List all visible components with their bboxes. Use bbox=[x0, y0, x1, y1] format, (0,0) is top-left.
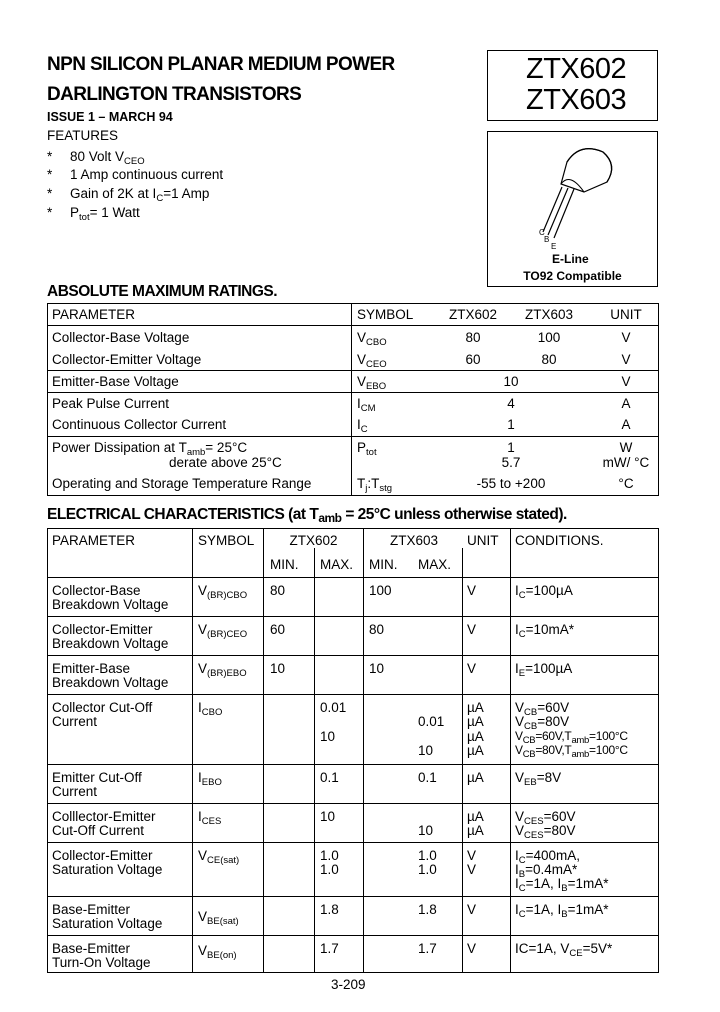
page-number: 3-209 bbox=[331, 977, 366, 992]
col-header-ztx602: ZTX602 bbox=[289, 533, 338, 548]
value: 0.01 bbox=[418, 714, 445, 729]
value: 10 bbox=[503, 374, 519, 389]
param-name-line-2: Current bbox=[52, 714, 98, 729]
condition: $V_{CB}=60V,T_{amb}=100^\circ C$ bbox=[515, 729, 628, 746]
symbol: $P_{tot}$ bbox=[357, 440, 377, 458]
feature-ptot: $P_{tot}= 1$ Watt bbox=[70, 205, 140, 223]
value: 1.7 bbox=[418, 941, 437, 956]
unit: V bbox=[621, 374, 631, 389]
param-name: Collector-Emitter bbox=[52, 622, 153, 637]
param-name: Collector Cut-Off bbox=[52, 700, 153, 715]
condition: $I_B=0.4mA*$ bbox=[515, 862, 578, 880]
param-name-line-2: Breakdown Voltage bbox=[52, 597, 169, 612]
param-name-line-2: derate above 25°C bbox=[169, 455, 282, 470]
value: 1.0 bbox=[320, 862, 339, 877]
symbol: $V_{BE(on)}$ bbox=[198, 943, 237, 961]
feature-current: 1 Amp continuous current bbox=[70, 167, 224, 182]
value: 5.7 bbox=[501, 455, 521, 470]
unit: µA bbox=[467, 823, 484, 838]
package-box bbox=[487, 131, 658, 287]
symbol: $V_{(BR)CEO}$ bbox=[198, 622, 248, 640]
value: 0.1 bbox=[320, 770, 339, 785]
unit: V bbox=[467, 661, 477, 676]
param-name: Base-Emitter bbox=[52, 902, 131, 917]
issue-label: ISSUE 1 – MARCH 94 bbox=[47, 110, 173, 124]
col-header-max: MAX. bbox=[320, 557, 354, 572]
param-name: Colllector-Emitter bbox=[52, 809, 156, 824]
condition: $V_{CES}=60V$ bbox=[515, 809, 576, 827]
param-name: Emitter Cut-Off bbox=[52, 770, 142, 785]
value: 0.1 bbox=[418, 770, 437, 785]
param-name: Operating and Storage Temperature Range bbox=[52, 476, 312, 491]
condition: $I_C=100\mu A$ bbox=[515, 583, 573, 601]
value: 4 bbox=[507, 396, 515, 411]
value: 10 bbox=[369, 661, 385, 676]
param-name: Collector-Emitter bbox=[52, 848, 153, 863]
package-name: E-Line bbox=[552, 252, 589, 266]
param-name: Collector-Emitter Voltage bbox=[52, 352, 202, 367]
col-header-unit: UNIT bbox=[610, 307, 642, 322]
symbol: $V_{CBO}$ bbox=[357, 330, 387, 348]
symbol: $I_C$ bbox=[357, 417, 368, 435]
elec-heading: ELECTRICAL CHARACTERISTICS (at $T_{amb} = 25^\circ C$ unless otherwise stated). bbox=[47, 506, 567, 525]
unit: mW/ °C bbox=[602, 455, 650, 470]
symbol: $V_{BE(sat)}$ bbox=[198, 909, 239, 927]
param-name-line-2: Saturation Voltage bbox=[52, 916, 163, 931]
col-header-ztx603: ZTX603 bbox=[524, 307, 574, 322]
part-number-box bbox=[487, 50, 658, 121]
col-header-parameter: PARAMETER bbox=[52, 307, 136, 322]
value: 60 bbox=[465, 352, 481, 367]
value: 10 bbox=[320, 809, 336, 824]
value: -55 to +200 bbox=[476, 476, 546, 491]
col-header-max: MAX. bbox=[418, 557, 452, 572]
param-name: Base-Emitter bbox=[52, 941, 131, 956]
symbol: $V_{EBO}$ bbox=[357, 374, 387, 392]
param-name-line-2: Saturation Voltage bbox=[52, 862, 163, 877]
col-header-parameter: PARAMETER bbox=[52, 533, 136, 548]
symbol: $V_{CE(sat)}$ bbox=[198, 848, 240, 866]
col-header-unit: UNIT bbox=[467, 533, 499, 548]
abs-max-heading: ABSOLUTE MAXIMUM RATINGS. bbox=[47, 283, 278, 300]
value: 80 bbox=[541, 352, 557, 367]
condition: $I_C=1A$, $I_B=1mA*$ bbox=[515, 902, 609, 920]
part-number-2: ZTX603 bbox=[526, 84, 627, 116]
abs-max-table bbox=[47, 303, 659, 496]
symbol: $T_j:T_{stg}$ bbox=[357, 476, 393, 494]
value: 1.7 bbox=[320, 941, 339, 956]
param-name: Collector-Base bbox=[52, 583, 141, 598]
condition: $V_{CES}=80V$ bbox=[515, 823, 576, 841]
param-name: Peak Pulse Current bbox=[52, 396, 170, 411]
value: 10 bbox=[418, 823, 434, 838]
unit: µA bbox=[467, 700, 484, 715]
condition: $I_E=100\mu A$ bbox=[515, 661, 573, 679]
col-header-min: MIN. bbox=[270, 557, 299, 572]
param-name-line-2: Cut-Off Current bbox=[52, 823, 145, 838]
condition: $V_{CB}=80V,T_{amb}=100^\circ C$ bbox=[515, 743, 628, 760]
symbol: $I_{EBO}$ bbox=[198, 770, 222, 788]
pin-b-label: B bbox=[544, 235, 550, 244]
bullet: * bbox=[47, 186, 53, 201]
col-header-ztx602: ZTX602 bbox=[448, 307, 498, 322]
col-header-symbol: SYMBOL bbox=[198, 533, 255, 548]
title-line-1: NPN SILICON PLANAR MEDIUM POWER bbox=[47, 54, 395, 75]
value: 1.8 bbox=[320, 902, 339, 917]
unit: V bbox=[621, 352, 631, 367]
condition: $I_C=1A$, $I_B=1mA*$ bbox=[515, 876, 609, 894]
col-header-ztx603: ZTX603 bbox=[389, 533, 439, 548]
title-line-2: DARLINGTON TRANSISTORS bbox=[47, 84, 302, 105]
unit: V bbox=[467, 902, 477, 917]
value: 80 bbox=[369, 622, 385, 637]
unit: V bbox=[467, 583, 477, 598]
unit: °C bbox=[618, 476, 634, 491]
pin-e-label: E bbox=[551, 242, 557, 251]
col-header-conditions: CONDITIONS. bbox=[515, 533, 604, 548]
pin-c-label: C bbox=[539, 228, 545, 237]
param-name-line-2: Current bbox=[52, 784, 98, 799]
condition: $I_C=10mA*$ bbox=[515, 622, 575, 640]
features-heading: FEATURES bbox=[47, 128, 119, 143]
package-compat: TO92 Compatible bbox=[523, 269, 622, 283]
condition: $V_{EB}=8V$ bbox=[515, 770, 562, 788]
value: 1 bbox=[507, 440, 515, 455]
condition: $V_{CB}=80V$ bbox=[515, 714, 570, 732]
unit: A bbox=[621, 417, 631, 432]
symbol: $I_{CES}$ bbox=[198, 809, 222, 827]
symbol: $I_{CBO}$ bbox=[198, 700, 223, 718]
value: 80 bbox=[270, 583, 286, 598]
param-name: Collector-Base Voltage bbox=[52, 330, 190, 345]
condition: $I_C=400mA$, bbox=[515, 848, 581, 866]
value: 1.8 bbox=[418, 902, 437, 917]
unit: A bbox=[621, 396, 631, 411]
feature-gain: Gain of 2K at $I_C=1$ Amp bbox=[70, 186, 210, 204]
bullet: * bbox=[47, 167, 53, 182]
value: 1.0 bbox=[418, 848, 437, 863]
unit: µA bbox=[467, 743, 484, 758]
value: 80 bbox=[465, 330, 481, 345]
param-name-line-2: Turn-On Voltage bbox=[52, 955, 151, 970]
param-name: Emitter-Base Voltage bbox=[52, 374, 179, 389]
value: 1.0 bbox=[320, 848, 339, 863]
col-header-min: MIN. bbox=[369, 557, 398, 572]
value: 0.01 bbox=[320, 700, 347, 715]
unit: V bbox=[467, 862, 477, 877]
unit: µA bbox=[467, 809, 484, 824]
unit: µA bbox=[467, 714, 484, 729]
value: 10 bbox=[418, 743, 434, 758]
param-name-line-2: Breakdown Voltage bbox=[52, 675, 169, 690]
param-name: Emitter-Base bbox=[52, 661, 131, 676]
value: 10 bbox=[270, 661, 286, 676]
bullet: * bbox=[47, 205, 53, 220]
unit: µA bbox=[467, 729, 484, 744]
bullet: * bbox=[47, 149, 53, 164]
unit: V bbox=[467, 941, 477, 956]
symbol: $V_{(BR)CBO}$ bbox=[198, 583, 248, 601]
elec-table bbox=[47, 528, 659, 973]
value: 1.0 bbox=[418, 862, 437, 877]
value: 60 bbox=[270, 622, 286, 637]
value: 100 bbox=[537, 330, 561, 345]
value: 100 bbox=[369, 583, 392, 598]
param-name: Power Dissipation at $T_{amb}= 25^\circ C$ bbox=[52, 440, 248, 458]
unit: V bbox=[621, 330, 631, 345]
unit: W bbox=[619, 440, 633, 455]
param-name-line-2: Breakdown Voltage bbox=[52, 636, 169, 651]
part-number-1: ZTX602 bbox=[526, 53, 627, 85]
condition: IC=1A, $V_{CE}=5V*$ bbox=[515, 941, 613, 959]
feature-vceo: 80 Volt $V_{CEO}$ bbox=[70, 149, 145, 167]
col-header-symbol: SYMBOL bbox=[357, 307, 414, 322]
param-name: Continuous Collector Current bbox=[52, 417, 227, 432]
unit: V bbox=[467, 622, 477, 637]
condition: $V_{CB}=60V$ bbox=[515, 700, 570, 718]
unit: V bbox=[467, 848, 477, 863]
unit: µA bbox=[467, 770, 484, 785]
value: 1 bbox=[507, 417, 515, 432]
symbol: $V_{(BR)EBO}$ bbox=[198, 661, 247, 679]
symbol: $V_{CEO}$ bbox=[357, 352, 387, 370]
value: 10 bbox=[320, 729, 336, 744]
symbol: $I_{CM}$ bbox=[357, 396, 376, 414]
